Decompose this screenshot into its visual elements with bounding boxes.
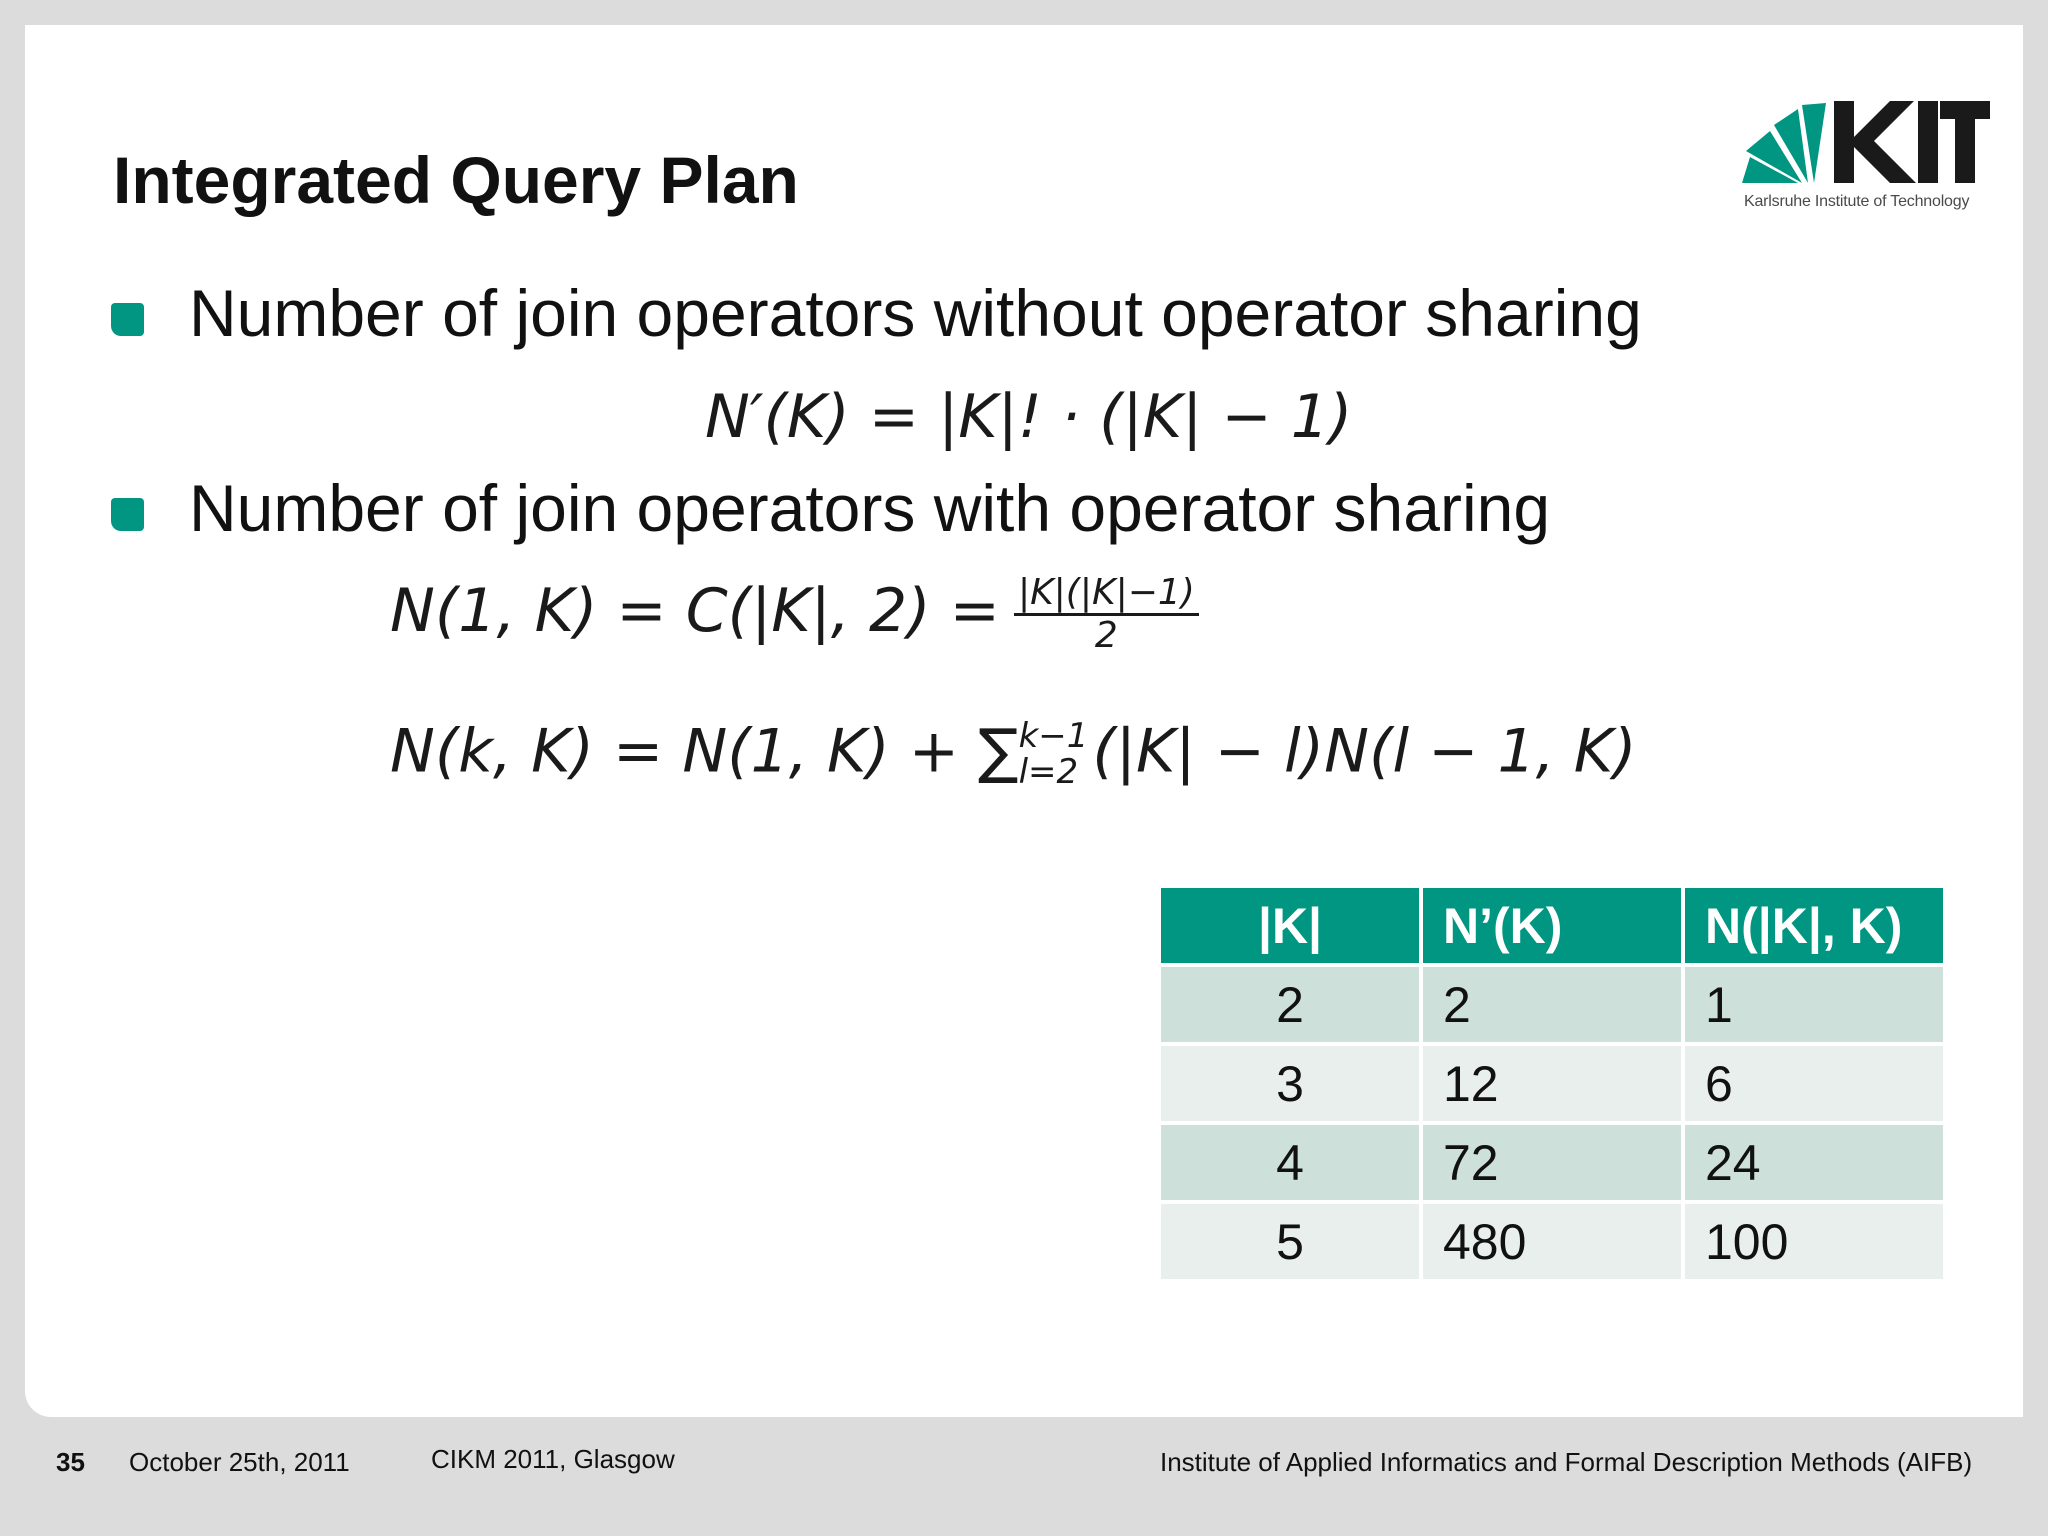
bullet-text-1: Number of join operators without operator sharing [189,276,1642,350]
table-header-k: |K| [1159,886,1421,965]
table-header-row [1159,886,1945,965]
footer-date: October 25th, 2011 [129,1447,350,1477]
table-cell-n-prime: 72 [1421,1123,1683,1202]
kit-logo [1740,95,1990,219]
table-cell-n-shared: 100 [1683,1202,1945,1281]
table-cell-k: 3 [1159,1044,1421,1123]
table-cell-n-shared: 24 [1683,1123,1945,1202]
table-cell-n-prime: 2 [1421,965,1683,1044]
formula-sharing-base [390,572,1199,656]
table-row [1159,1123,1945,1202]
table-cell-k: 5 [1159,1202,1421,1281]
table-cell-n-prime: 12 [1421,1044,1683,1123]
table-row [1159,1202,1945,1281]
table-cell-n-shared: 6 [1683,1044,1945,1123]
formula-sharing-recursive [390,716,1637,792]
kit-logo-tagline: Karlsruhe Institute of Technology [1744,193,1970,210]
table-cell-n-prime: 480 [1421,1202,1683,1281]
join-operator-table [1157,884,1947,1283]
formula-no-sharing: N′(K) = |K|! · (|K| − 1) [705,382,1353,452]
kit-logo-mark [1740,95,1990,190]
formula-sharing-base-lhs: N(1, K) = C(|K|, 2) = [390,576,1000,647]
table-row [1159,1044,1945,1123]
table-row [1159,965,1945,1044]
table-header-n-shared: N(|K|, K) [1683,886,1945,965]
footer-event: CIKM 2011, Glasgow [431,1444,675,1474]
formula-sharing-base-fraction [1014,572,1199,656]
table-cell-k: 4 [1159,1123,1421,1202]
fraction-numerator: |K|(|K|−1) [1014,575,1199,616]
formula-sharing-rec-rhs: (|K| − l)N(l − 1, K) [1092,716,1637,787]
footer-institute: Institute of Applied Informatics and Formal Description Methods (AIFB) [1160,1447,1973,1477]
sum-limits [1018,716,1089,792]
footer-page-number: 35 [56,1447,85,1477]
slide-title: Integrated Query Plan [113,143,799,217]
bullet-marker-2 [111,498,144,531]
table-cell-n-shared: 1 [1683,965,1945,1044]
sum-symbol: ∑ [978,716,1019,787]
bullet-text-2: Number of join operators with operator sharing [189,471,1551,545]
sum-upper-limit: k−1 [1018,716,1089,756]
table-header-n-prime: N’(K) [1421,886,1683,965]
bullet-marker-1 [111,303,144,336]
fraction-denominator: 2 [1094,615,1118,656]
sum-lower-limit: l=2 [1018,751,1079,792]
table-cell-k: 2 [1159,965,1421,1044]
formula-sharing-rec-lhs: N(k, K) = N(1, K) + [390,716,979,787]
